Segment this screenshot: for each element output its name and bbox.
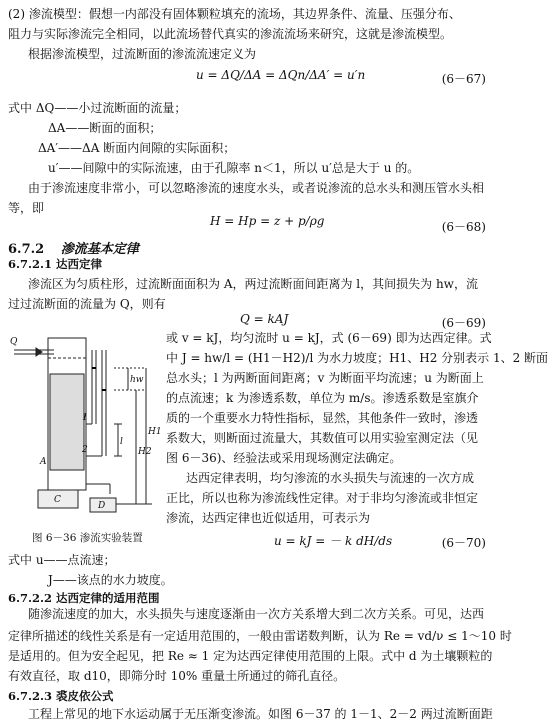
paragraph-line: 是适用的。但为安全起见，把 Re ≈ 1 定为达西定律使用范围的上限。式中 d 为土壤颗粒的 [8,649,493,663]
label-q: Q [10,337,18,347]
figure-caption: 图 6－36 渗流实验装置 [32,532,143,544]
section-heading [8,238,139,257]
paragraph-line: 阻力与实际渗流完全相同，以此流场替代真实的渗流流场来研究，这就是渗流模型。 [8,27,453,41]
paragraph-line: 质的一个重要水力特性指标，显然，其他条件一致时，渗透 [166,411,479,425]
equation-number: (6－68) [441,220,486,234]
paragraph-line: 系数大，则断面过流量大，其数值可以用实验室测定法（见 [166,431,479,445]
subsection-heading: 6.7.2.3 裘皮依公式 [8,689,114,703]
paragraph-line: 渗流区为匀质柱形，过流断面面积为 A，两过流断面间距离为 l，其间损失为 hw，流 [28,277,478,291]
definition-line: ΔA′——ΔA 断面内间隙的实际面积； [38,141,236,155]
definition-line: 式中 u——点流速； [8,553,116,567]
label-l: l [120,437,123,447]
label-h1: H1 [148,427,162,437]
section-title: 渗流基本定律 [60,242,139,257]
paragraph-line: 工程上常见的地下水运动属于无压渐变渗流。如图 6－37 的 1－1、2－2 两过流断面距 [28,707,493,721]
label-1: 1 [82,413,88,423]
paragraph-line: 总水头；l 为两断面间距离；v 为断面平均流速；u 为断面上 [166,371,484,385]
paragraph-line: 过过流断面的流量为 Q，则有 [8,297,166,311]
definition-line: ΔA——断面的面积； [48,121,162,135]
apparatus-diagram [6,324,162,524]
equation-6-67: u = ΔQ/ΔA = ΔQn/ΔA′ = u′n [196,68,366,82]
label-d: D [98,501,106,511]
label-h2: H2 [138,447,152,457]
label-2: 2 [82,445,88,455]
section-number: 6.7.2 [8,242,45,257]
paragraph-line: 正比，所以也称为渗流线性定律。对于非均匀渗流或非恒定 [166,491,479,505]
seepage-apparatus-figure [6,324,162,524]
paragraph-line: (2) 渗流模型：假想一内部没有固体颗粒填充的流场，其边界条件、流量、压强分布、 [8,7,461,21]
paragraph-line: 随渗流速度的加大，水头损失与速度逐渐由一次方关系增大到二次方关系。可见，达西 [28,607,485,621]
equation-6-69: Q = kAJ [240,312,289,326]
equation-6-70: u = kJ = － k dH/ds [274,534,393,548]
paragraph-line: 定律所描述的线性关系是有一定适用范围的，一般由雷诺数判断，认为 Re = vd/ν ≤ 1～10 时 [8,629,512,643]
definition-line: 式中 ΔQ——小过流断面的流量； [8,101,187,115]
label-a: A [40,457,47,467]
paragraph-line: 有效直径，取 d10，即筛分时 10% 重量土所通过的筛孔直径。 [8,669,346,683]
paragraph-line: 图 6－36)、经验法或采用现场测定法确定。 [166,451,402,465]
equation-number: (6－70) [441,536,486,550]
paragraph-line: 达西定律表明，均匀渗流的水头损失与流速的一次方成 [186,471,475,485]
label-c: C [54,495,61,505]
equation-number: (6－69) [441,316,486,330]
subsection-heading: 6.7.2.2 达西定律的适用范围 [8,591,160,605]
subsection-heading: 6.7.2.1 达西定律 [8,257,103,271]
definition-line: J——该点的水力坡度。 [48,573,173,587]
paragraph-line: 由于渗流速度非常小，可以忽略渗流的速度水头，或者说渗流的总水头和测压管水头相 [28,181,485,195]
paragraph-line: 根据渗流模型，过流断面的渗流流速定义为 [28,47,257,61]
equation-6-68: H = Hp = z + p/ρg [210,214,325,228]
label-hw: hw [130,375,144,385]
paragraph-line: 等，即 [8,201,45,215]
paragraph-line: 或 v = kJ，均匀流时 u = kJ，式 (6－69) 即为达西定律。式 [166,331,492,345]
paragraph-line: 的点流速；k 为渗透系数，单位为 m/s。渗透系数是室旗介 [166,391,479,405]
equation-number: (6－67) [441,72,486,86]
paragraph-line: 中 J = hw/l = (H1－H2)/l 为水力坡度；H1、H2 分别表示 1、2 断面 [166,351,548,365]
definition-line: u′——间隙中的实际流速，由于孔隙率 n＜1，所以 u′总是大于 u 的。 [48,161,420,175]
paragraph-line: 渗流，达西定律也近似适用，可表示为 [166,511,371,525]
